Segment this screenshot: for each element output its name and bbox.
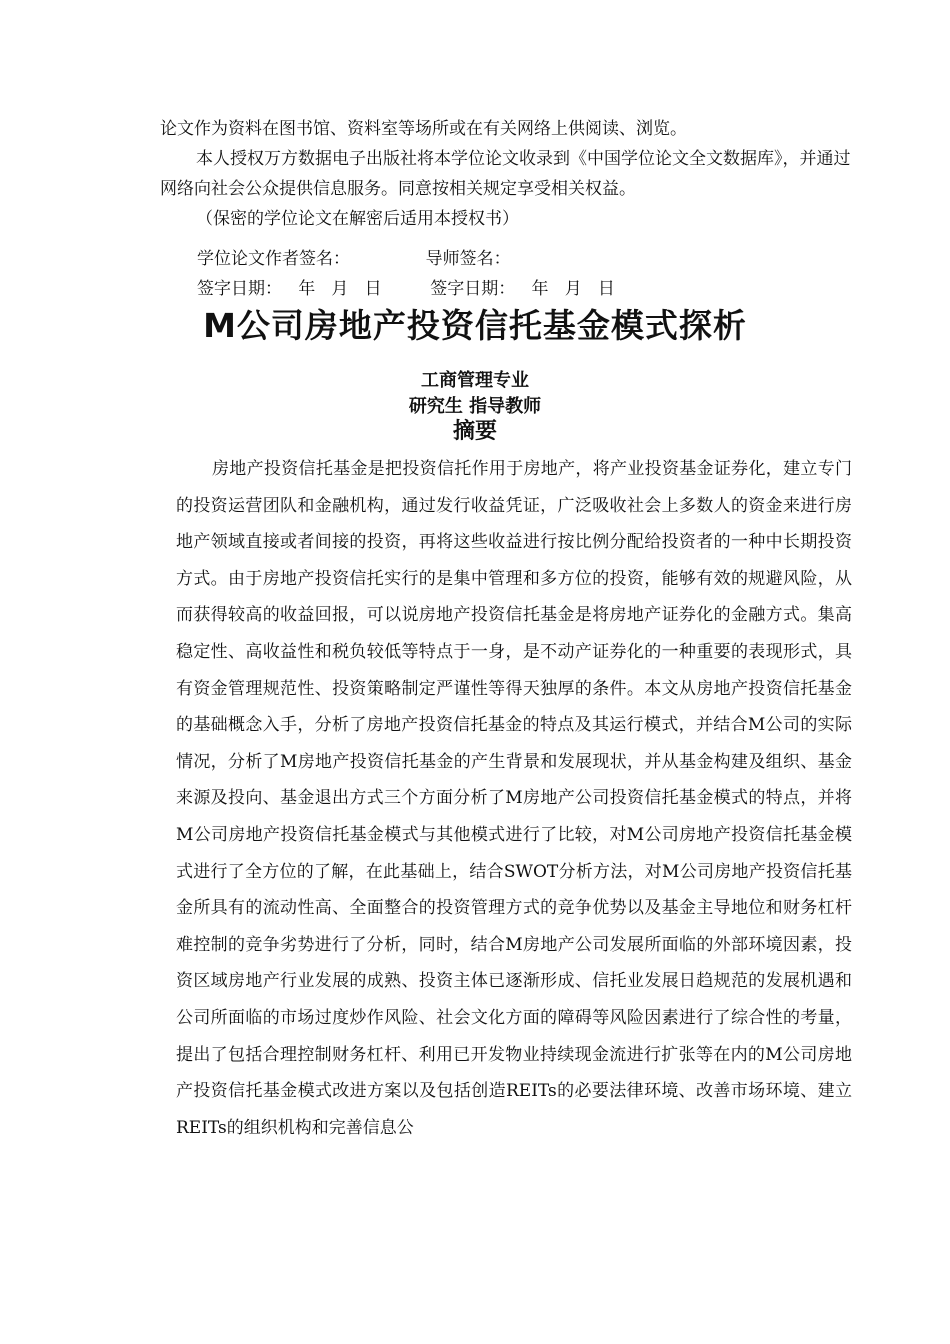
- signature-row: 学位论文作者签名： 导师签名：: [197, 249, 511, 269]
- abstract-body: 房地产投资信托基金是把投资信托作用于房地产，将产业投资基金证券化，建立专门的投资运营团队和金融机构，通过发行收益凭证，广泛吸收社会上多数人的资金来进行房地产领域直接或者间接的投资，再将这些收益进行按比例分配给投资者的一种中长期投资方式。由于房地产投资信托实行的是集中管理和多方位的投资，能够有效的规避风险，从而获得较高的收益回报，可以说房地产投资信托基金是将房地产证券化的金融方式。集高稳定性、高收益性和税负较低等特点于一身，是不动产证券化的一种重要的表现形式，具有资金管理规范性、投资策略制定严谨性等得天独厚的条件。本文从房地产投资信托基金的基础概念入手，分析了房地产投资信托基金的特点及其运行模式，并结合M公司的实际情况，分析了M房地产投资信托基金的产生背景和发展现状，并从基金构建及组织、基金来源及投向、基金退出方式三个方面分析了M房地产公司投资信托基金模式的特点，并将M公司房地产投资信托基金模式与其他模式进行了比较，对M公司房地产投资信托基金模式进行了全方位的了解，在此基础上，结合SWOT分析方法，对M公司房地产投资信托基金所具有的流动性高、全面整合的投资管理方式的竞争优势以及基金主导地位和财务杠杆难控制的竞争劣势进行了分析，同时，结合M房地产公司发展所面临的外部环境因素，投资区域房地产行业发展的成熟、投资主体已逐渐形成、信托业发展日趋规范的发展机遇和公司所面临的市场过度炒作风险、社会文化方面的障碍等风险因素进行了综合性的考量，提出了包括合理控制财务杠杆、利用已开发物业持续现金流进行扩张等在内的M公司房地产投资信托基金模式改进方案以及包括创造REITs的必要法律环境、改善市场环境、建立REITs的组织机构和完善信息公: [176, 459, 852, 1138]
- paper-title: M公司房地产投资信托基金模式探析: [203, 306, 747, 345]
- role-line: 研究生 指导教师: [408, 396, 542, 417]
- abstract-heading: 摘要: [452, 419, 497, 444]
- authorization-paragraph: 本人授权万方数据电子出版社将本学位论文收录到《中国学位论文全文数据库》，并通过网络向社会公众提供信息服务。同意按相关规定享受相关权益。: [160, 149, 851, 199]
- authorization-block: [160, 114, 860, 234]
- major-line: 工商管理专业: [421, 370, 529, 391]
- confidentiality-note: （保密的学位论文在解密后适用本授权书）: [196, 209, 519, 229]
- authorization-line: 论文作为资料在图书馆、资料室等场所或在有关网络上供阅读、浏览。: [160, 119, 687, 139]
- signature-date-row: 签字日期： 年 月 日 签字日期： 年 月 日: [197, 279, 615, 299]
